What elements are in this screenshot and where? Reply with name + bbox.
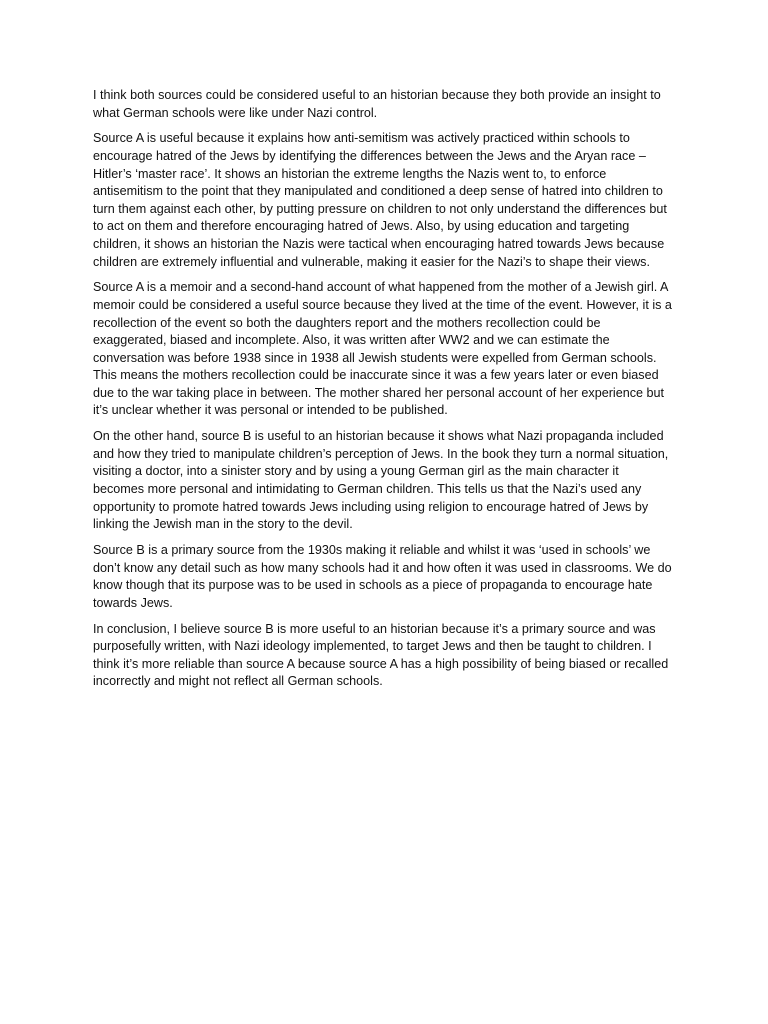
paragraph-source-a-reliability: Source A is a memoir and a second-hand account of what happened from the mother of a Jewish girl. A memoir could be considered a useful source because they lived at the time of the event. However, it is a recollection of the event so both the daughters report and the mothers recollection could be exaggerated, biased and incomplete. Also, it was written after WW2 and we can estimate the conversation was before 1938 since in 1938 all Jewish students were expelled from German schools. This means the mothers recollection could be inaccurate since it was a few years later or even biased due to the war taking place in between. The mother shared her personal account of her experience but it’s unclear whether it was personal or intended to be published.	[93, 280, 672, 418]
paragraph-source-b-usefulness: On the other hand, source B is useful to an historian because it shows what Nazi propaganda included and how they tried to manipulate children’s perception of Jews. In the book they turn a normal situation, visiting a doctor, into a sinister story and by using a young German girl as the main character it becomes more personal and intimidating to German children. This tells us that the Nazi’s used any opportunity to promote hatred towards Jews including using religion to encourage hatred of Jews by linking the Jewish man in the story to the devil.	[93, 429, 669, 532]
document-page	[93, 87, 673, 699]
paragraph-source-a-usefulness: Source A is useful because it explains how anti-semitism was actively practiced within schools to encourage hatred of the Jews by identifying the differences between the Jews and the Aryan race – Hitler’s ‘master race’. It shows an historian the extreme lengths the Nazis went to, to enforce antisemitism to the point that they manipulated and conditioned a deep sense of hatred into children to turn them against each other, by putting pressure on children to not only understand the differences but to act on them and therefore encouraging hatred of Jews. Also, by using education and targeting children, it shows an historian the Nazis were tactical when encouraging hatred towards Jews because children are extremely influential and vulnerable, making it easier for the Nazi’s to shape their views.	[93, 131, 667, 269]
paragraph-source-b-reliability: Source B is a primary source from the 1930s making it reliable and whilst it was ‘used in schools’ we don’t know any detail such as how many schools had it and how often it was used in classrooms. We do know though that its purpose was to be used in schools as a piece of propaganda to encourage hate towards Jews.	[93, 543, 672, 610]
paragraph-conclusion: In conclusion, I believe source B is more useful to an historian because it’s a primary source and was purposefully written, with Nazi ideology implemented, to target Jews and then be taught to children. I think it’s more reliable than source A because source A has a high possibility of being biased or recalled incorrectly and might not reflect all German schools.	[93, 621, 669, 689]
paragraph-intro: I think both sources could be considered useful to an historian because they both provide an insight to what German schools were like under Nazi control.	[93, 88, 661, 120]
